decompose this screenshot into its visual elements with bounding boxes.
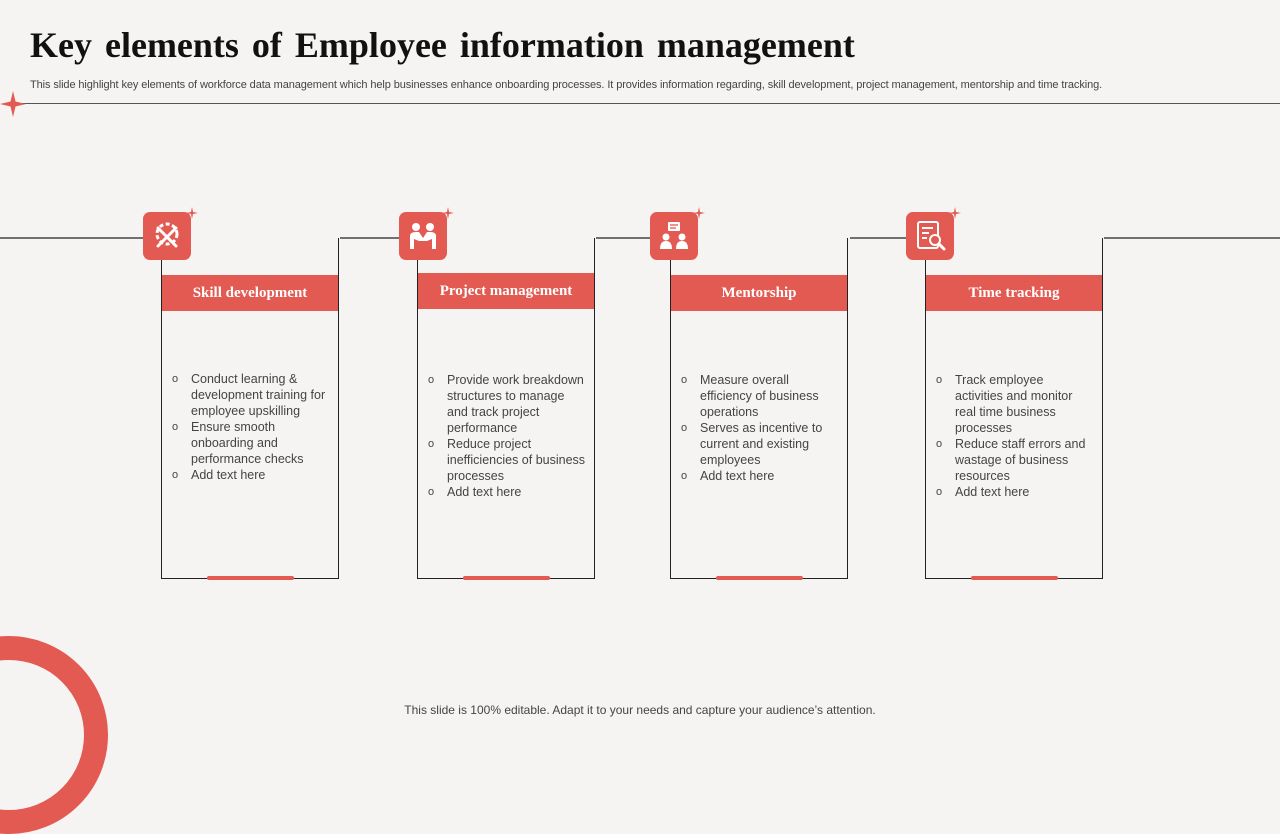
- mentor-board-icon: [650, 212, 698, 260]
- card-accent-bar: [716, 576, 803, 580]
- list-item: o Reduce staff errors and wastage of business resources: [936, 436, 1094, 484]
- tools-gear-icon: [143, 212, 191, 260]
- page-subtitle: This slide highlight key elements of workforce data management which help businesses enhance onboarding processes. It provides information regarding, skill development, project management, mentorship and time tracking.: [30, 79, 1103, 91]
- card-accent-bar: [971, 576, 1058, 580]
- card-heading: Mentorship: [671, 275, 847, 311]
- page-title: Key elements of Employee information management: [30, 25, 855, 65]
- card-heading: Time tracking: [926, 275, 1102, 311]
- list-item: o Add text here: [681, 468, 839, 484]
- list-item: o Add text here: [936, 484, 1094, 500]
- card-accent-bar: [207, 576, 294, 580]
- card-project-management: [417, 238, 595, 579]
- list-item: o Add text here: [428, 484, 586, 500]
- card-list: [428, 372, 586, 500]
- list-item: o Add text here: [172, 467, 330, 483]
- card-skill-development: [161, 238, 339, 579]
- list-item: o Serves as incentive to current and existing employees: [681, 420, 839, 468]
- report-magnifier-icon: [906, 212, 954, 260]
- list-item: o Ensure smooth onboarding and performance checks: [172, 419, 330, 467]
- card-time-tracking: [925, 238, 1103, 579]
- team-handshake-icon: [399, 212, 447, 260]
- card-heading: Project management: [418, 273, 594, 309]
- card-list: [681, 372, 839, 484]
- footer-note: This slide is 100% editable. Adapt it to your needs and capture your audience’s attention.: [404, 703, 876, 717]
- card-heading: Skill development: [162, 275, 338, 311]
- list-item: o Measure overall efficiency of business operations: [681, 372, 839, 420]
- list-item: o Provide work breakdown structures to manage and track project performance: [428, 372, 586, 436]
- card-accent-bar: [463, 576, 550, 580]
- card-list: [172, 371, 330, 483]
- card-list: [936, 372, 1094, 500]
- card-mentorship: [670, 238, 848, 579]
- list-item: o Reduce project inefficiencies of business processes: [428, 436, 586, 484]
- list-item: o Track employee activities and monitor real time business processes: [936, 372, 1094, 436]
- list-item: o Conduct learning & development training for employee upskilling: [172, 371, 330, 419]
